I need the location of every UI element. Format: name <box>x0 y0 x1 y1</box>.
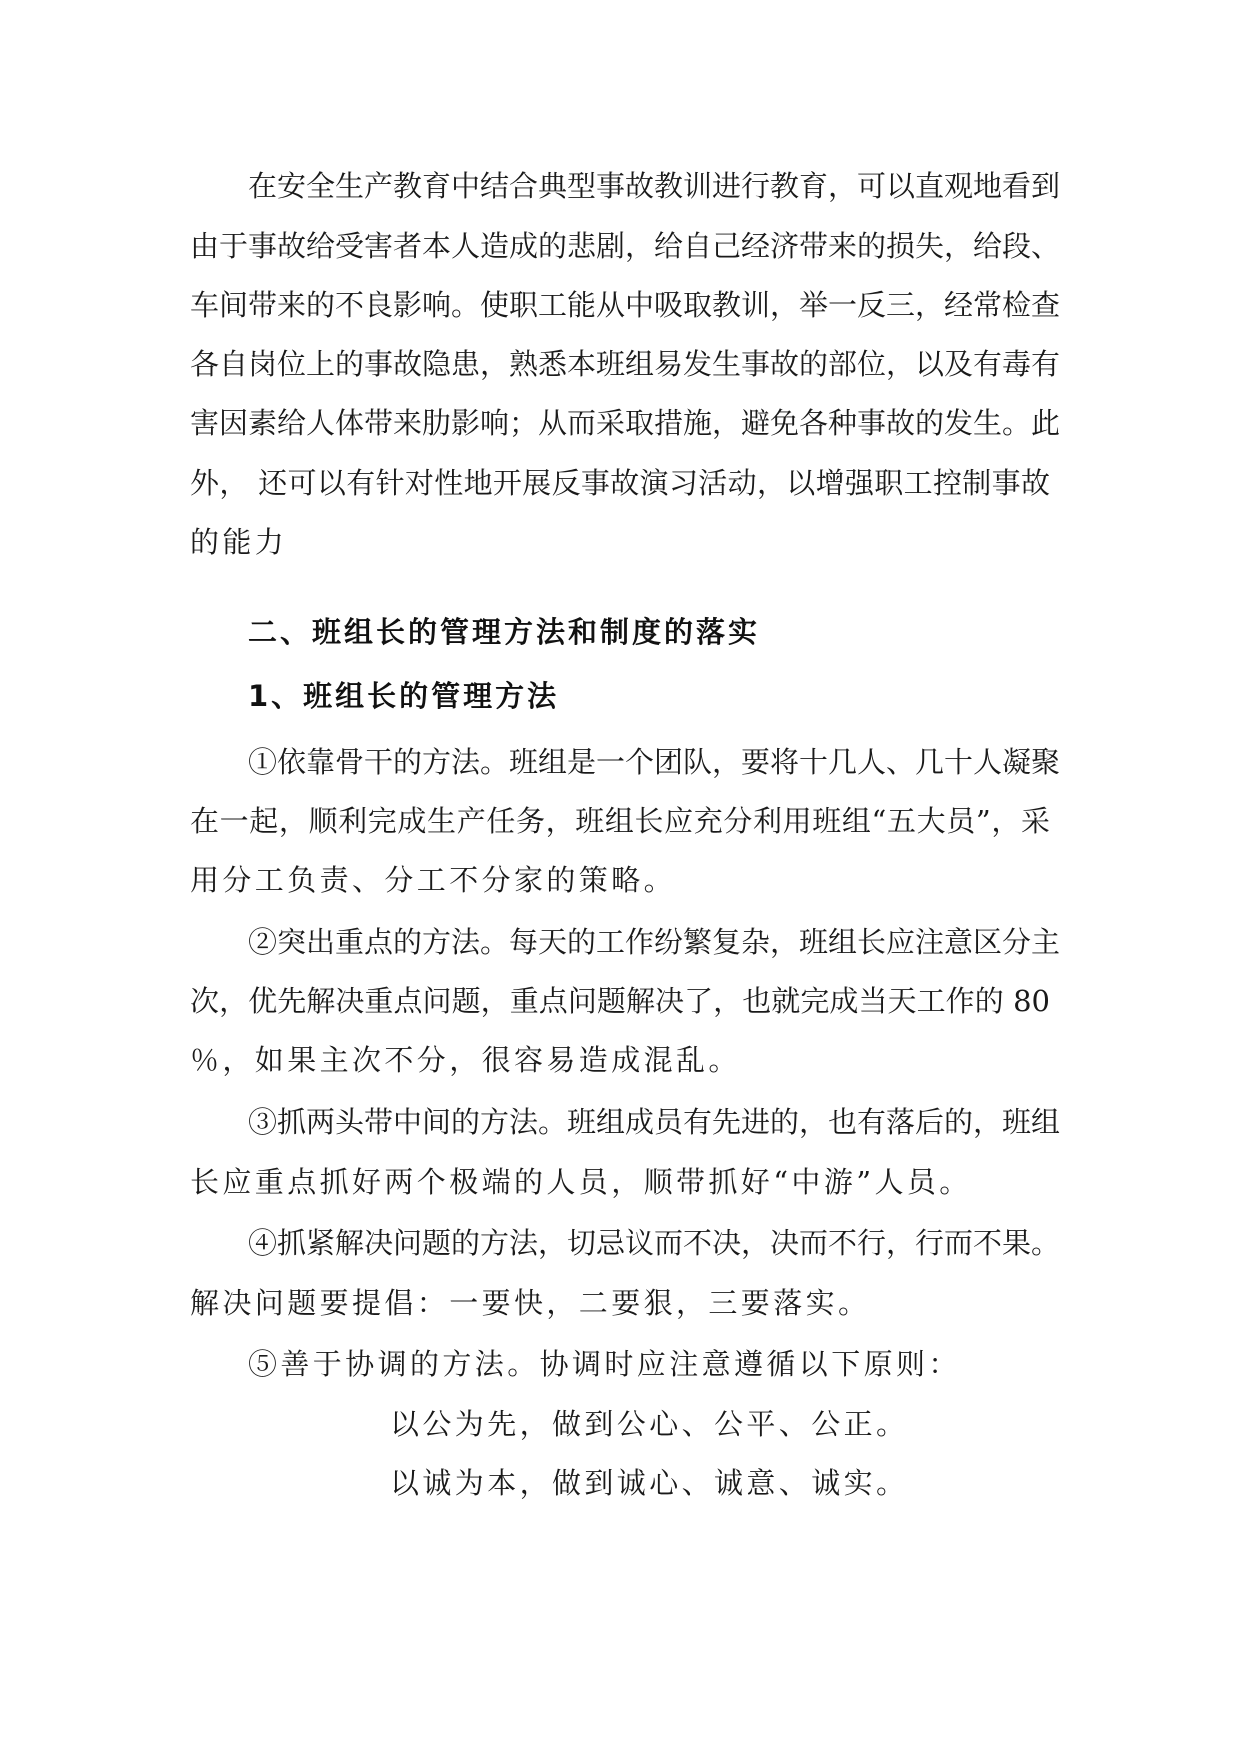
paragraph-1-line-4: 各自岗位上的事故隐患，熟悉本班组易发生事故的部位，以及有毒有 <box>190 347 1061 381</box>
method-2-line-2: 次，优先解决重点问题，重点问题解决了，也就完成当天工作的 80 <box>190 984 1050 1018</box>
paragraph-1-line-2: 由于事故给受害者本人造成的悲剧，给自己经济带来的损失，给段、 <box>190 229 1061 263</box>
principle-2: 以诚为本，做到诚心、诚意、诚实。 <box>390 1466 909 1500</box>
method-2-line-3: ％，如果主次不分，很容易造成混乱。 <box>190 1043 741 1077</box>
method-1-line-3: 用分工负责、分工不分家的策略。 <box>190 863 677 897</box>
paragraph-1-line-3: 车间带来的不良影响。使职工能从中吸取教训，举一反三，经常检查 <box>190 288 1061 322</box>
principle-1: 以公为先，做到公心、公平、公正。 <box>390 1407 909 1441</box>
method-3-line-2: 长应重点抓好两个极端的人员，顺带抓好“中游”人员。 <box>190 1165 972 1199</box>
paragraph-1-line-6: 外， 还可以有针对性地开展反事故演习活动，以增强职工控制事故 <box>190 466 1050 500</box>
method-5-line-1: ⑤善于协调的方法。协调时应注意遵循以下原则： <box>248 1347 961 1381</box>
method-4-line-2: 解决问题要提倡：一要快，二要狠，三要落实。 <box>190 1286 871 1320</box>
method-3-line-1: ③抓两头带中间的方法。班组成员有先进的，也有落后的，班组 <box>248 1105 1061 1139</box>
paragraph-1-line-5: 害因素给人体带来肋影响；从而采取措施，避免各种事故的发生。此 <box>190 406 1061 440</box>
section-heading: 二、班组长的管理方法和制度的落实 <box>248 615 761 649</box>
method-1-line-2: 在一起，顺利完成生产任务，班组长应充分利用班组“五大员”，采 <box>190 804 1050 838</box>
method-4-line-1: ④抓紧解决问题的方法，切忌议而不决，决而不行，行而不果。 <box>248 1226 1061 1260</box>
paragraph-1-line-1: 在安全生产教育中结合典型事故教训进行教育，可以直观地看到 <box>248 169 1061 203</box>
method-1-line-1: ①依靠骨干的方法。班组是一个团队，要将十几人、几十人凝聚 <box>248 745 1061 779</box>
method-2-line-1: ②突出重点的方法。每天的工作纷繁复杂，班组长应注意区分主 <box>248 925 1061 959</box>
subsection-heading: 1、班组长的管理方法 <box>248 679 560 713</box>
paragraph-1-line-7: 的能力 <box>190 525 288 559</box>
